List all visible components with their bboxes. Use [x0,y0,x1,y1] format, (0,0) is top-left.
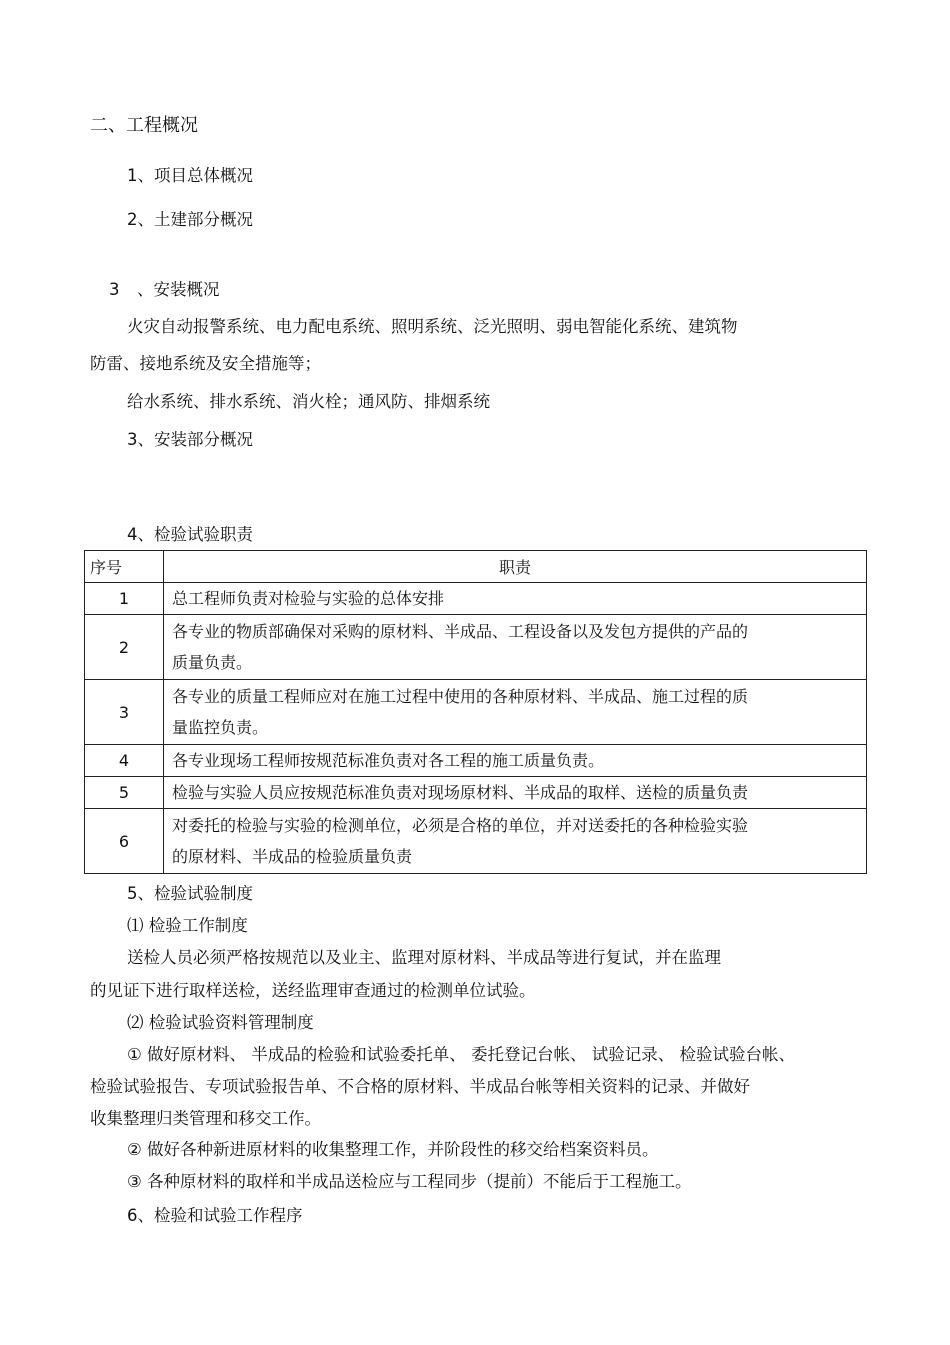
row-no: 1 [85,583,164,615]
table-row [85,745,867,777]
item-6-heading: 6、检验和试验工作程序 [127,1206,303,1225]
item-4-heading: 4、检验试验职责 [127,525,253,544]
table-row [85,680,867,745]
row-duty-line: 对委托的检验与实验的检测单位，必须是合格的单位，并对送委托的各种检验实验 [172,816,749,835]
table-row [85,583,867,615]
subsection-2-heading: ⑵ 检验试验资料管理制度 [127,1013,314,1032]
clause-3: ③ 各种原材料的取样和半成品送检应与工程同步（提前）不能后于工程施工。 [127,1172,692,1191]
row-duty-line: 各专业现场工程师按规范标准负责对各工程的施工质量负责。 [172,751,605,770]
row-duty-line: 的原材料、半成品的检验质量负责 [172,847,413,866]
item-1-heading: 1、项目总体概况 [127,166,253,185]
row-no: 6 [85,809,164,874]
paragraph-1-line-1: 火灾自动报警系统、电力配电系统、照明系统、泛光照明、弱电智能化系统、建筑物 [127,317,738,336]
subsection-1-heading: ⑴ 检验工作制度 [127,916,248,935]
row-no: 5 [85,777,164,809]
clause-1-line-3: 收集整理归类管理和移交工作。 [90,1109,321,1128]
clause-1-line-2: 检验试验报告、专项试验报告单、不合格的原材料、半成品台帐等相关资料的记录、并做好 [90,1077,750,1096]
clause-2: ② 做好各种新进原材料的收集整理工作，并阶段性的移交给档案资料员。 [127,1140,659,1159]
row-no: 4 [85,745,164,777]
duty-table [84,550,867,874]
table-row [85,809,867,874]
table-row [85,777,867,809]
header-no: 序号 [85,551,164,583]
row-duty [164,583,867,615]
table-row [85,615,867,680]
row-duty [164,680,867,745]
paragraph-1-line-2: 防雷、接地系统及安全措施等； [90,354,321,373]
row-no: 3 [85,680,164,745]
item-3-heading: 、安装概况 [137,280,220,299]
row-duty-line: 检验与实验人员应按规范标准负责对现场原材料、半成品的取样、送检的质量负责 [172,783,749,802]
subsection-1-line-1: 送检人员必须严格按规范以及业主、监理对原材料、半成品等进行复试，并在监理 [127,948,721,967]
row-duty [164,745,867,777]
row-duty [164,777,867,809]
row-duty-line: 质量负责。 [172,653,253,672]
header-duty: 职责 [164,551,867,583]
row-duty-line: 总工程师负责对检验与实验的总体安排 [172,589,445,608]
row-duty-line: 量监控负责。 [172,718,269,737]
row-duty-line: 各专业的物质部确保对采购的原材料、半成品、工程设备以及发包方提供的产品的 [172,622,749,641]
row-duty-line: 各专业的质量工程师应对在施工过程中使用的各种原材料、半成品、施工过程的质 [172,687,749,706]
row-duty [164,615,867,680]
table-header-row [85,551,867,583]
section-title: 二、工程概况 [90,115,198,136]
subsection-1-line-2: 的见证下进行取样送检，送经监理审查通过的检测单位试验。 [90,981,536,1000]
row-no: 2 [85,615,164,680]
item-2-heading: 2、土建部分概况 [127,210,253,229]
clause-1-line-1: ① 做好原材料、 半成品的检验和试验委托单、 委托登记台帐、 试验记录、 检验试验台帐、 [127,1045,796,1064]
paragraph-2: 给水系统、排水系统、消火栓；通风防、排烟系统 [127,392,490,411]
item-5-heading: 5、检验试验制度 [127,884,253,903]
row-duty [164,809,867,874]
item-3-number: 3 [109,280,120,299]
item-3b-heading: 3、安装部分概况 [127,430,253,449]
